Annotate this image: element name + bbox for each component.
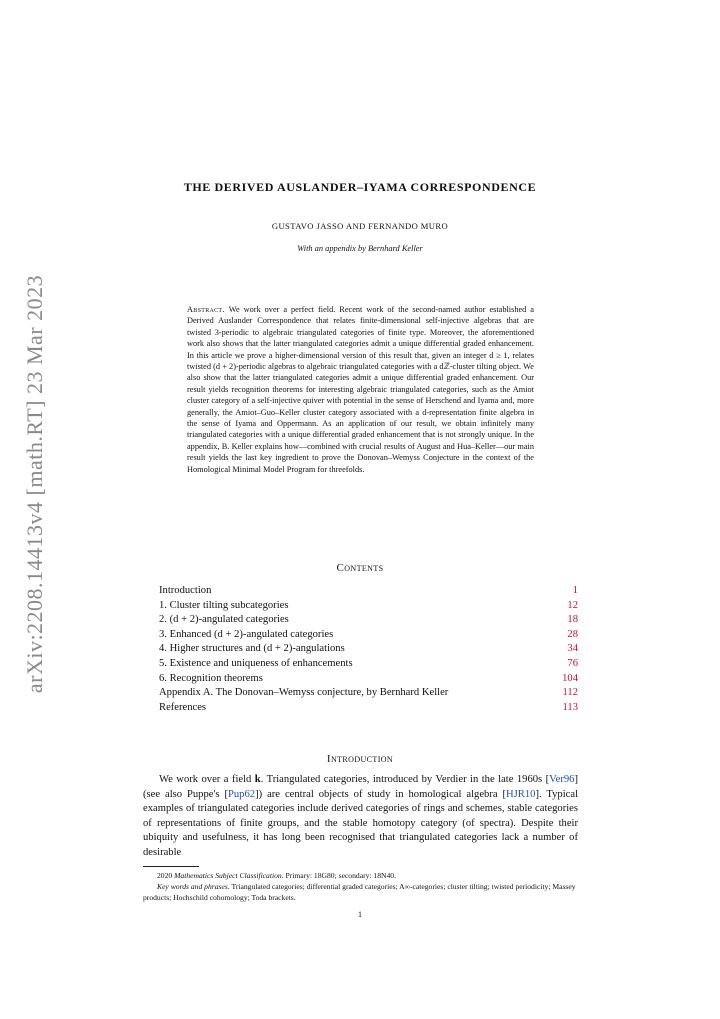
toc-entry[interactable] [159,628,578,643]
msc-footnote [143,870,578,881]
introduction-body [143,773,578,861]
toc-page-link[interactable]: 1 [572,585,578,596]
toc-page-link[interactable]: 34 [567,643,578,655]
keywords-footnote [143,881,578,903]
toc-entry[interactable] [159,642,578,657]
citation-link[interactable]: Pup62 [227,788,256,800]
toc-entry[interactable] [159,657,578,672]
appendix-credit: With an appendix by Bernhard Keller [297,244,423,253]
msc-label: Mathematics Subject Classification. [174,871,284,880]
paper-authors: GUSTAVO JASSO AND FERNANDO MURO [271,221,449,231]
toc-entry[interactable] [159,613,578,628]
toc-page-link[interactable]: 112 [562,687,578,699]
toc-entry-label: 1. Cluster tilting subcategories [159,599,289,611]
introduction-paragraph [143,773,578,861]
table-of-contents [159,584,578,715]
intro-text: We work over a field [159,774,255,785]
toc-entry-label: 6. Recognition theorems [159,672,263,684]
footnotes [143,870,578,903]
toc-entry-label: 3. Enhanced (d + 2)-angulated categories [159,628,334,640]
toc-entry-label: Introduction [159,585,212,596]
keywords-label: Key words and phrases. [157,882,230,891]
toc-entry-label: 5. Existence and uniqueness of enhancements [159,657,353,669]
citation-link[interactable]: HJR10 [506,788,536,800]
msc-year: 2020 [157,871,175,880]
toc-page-link[interactable]: 18 [567,614,578,626]
intro-text: ]. Typical examples of triangulated categories include derived categories of rings and schemes, stable categories of representations of finite groups, and the stable homotopy category (of spectra). Despite their ubiquity and usefulness, it has long been recognised that triangulated categories lack a number of desirable [143,788,579,858]
arxiv-sidebar [10,272,60,696]
keywords-text: Triangulated categories; differential graded categories; A∞-categories; cluster tilting; twisted periodicity; Massey products; Hochschild cohomology; Toda brackets. [143,882,576,902]
arxiv-identifier: arXiv:2208.14413v4 [math.RT] 23 Mar 2023 [22,274,47,694]
toc-entry[interactable] [159,701,578,716]
toc-entry-label: 2. (d + 2)-angulated categories [159,614,289,626]
intro-text: ]) are central objects of study in homological algebra [ [255,788,507,800]
toc-page-link[interactable]: 113 [562,701,578,713]
toc-entry[interactable] [159,584,578,599]
citation-link[interactable]: Ver96 [549,774,575,785]
toc-page-link[interactable]: 76 [567,657,578,669]
intro-text: ] (see also Puppe's [ [143,774,578,800]
toc-page-link[interactable]: 28 [567,628,578,640]
intro-text: . Triangulated categories, introduced by Verdier in the late 1960s [ [260,774,550,785]
abstract-text: We work over a perfect field. Recent work of the second-named author established a Derived Auslander Correspondence that relates finite-dimensional self-injective algebras that are twisted 3-periodic to algebraic triangulated categories of finite type. Moreover, the aforementioned work also shows that the latter triangulated categories admit a unique differential graded enhancement. In this article we prove a higher-dimensional version of this result that, given an integer d ≥ 1, relates twisted (d + 2)-periodic algebras to algebraic triangulated categories with a dℤ-cluster tilting object. We also show that the latter triangulated categories admit a unique differential graded enhancement. Our result yields recognition theorems for interesting algebraic triangulated categories, such as the Amiot cluster category of a self-injective quiver with potential in the sense of Herschend and Iyama and, more generally, the Amiot–Guo–Keller cluster category associated with a d-representation finite algebra in the sense of Iyama and Oppermann. As an application of our result, we obtain infinitely many triangulated categories with a unique differential graded enhancement that is not strongly unique. In the appendix, B. Keller explains how—combined with crucial results of August and Hua–Keller—our main result yields the last key ingredient to prove the Donovan–Wemyss Conjecture in the context of the Homological Minimal Model Program for threefolds. [187,305,534,474]
toc-entry[interactable] [159,672,578,687]
abstract [187,304,534,475]
field-symbol: k [254,774,261,785]
toc-entry[interactable] [159,599,578,614]
toc-page-link[interactable]: 104 [562,672,578,684]
toc-page-link[interactable]: 12 [567,599,578,611]
toc-entry-label: Appendix A. The Donovan–Wemyss conjecture, by Bernhard Keller [159,687,449,699]
abstract-label: Abstract. [187,305,225,314]
footnote-rule [143,866,199,867]
toc-entry-label: References [159,701,207,713]
msc-text: Primary: 18G80; secondary: 18N40. [283,871,396,880]
page-number: 1 [358,910,362,919]
contents-heading: Contents [336,562,384,574]
toc-entry[interactable] [159,686,578,701]
introduction-heading: Introduction [326,753,394,765]
paper-title: THE DERIVED AUSLANDER–IYAMA CORRESPONDENCE [183,180,537,194]
toc-entry-label: 4. Higher structures and (d + 2)-angulations [159,643,345,655]
